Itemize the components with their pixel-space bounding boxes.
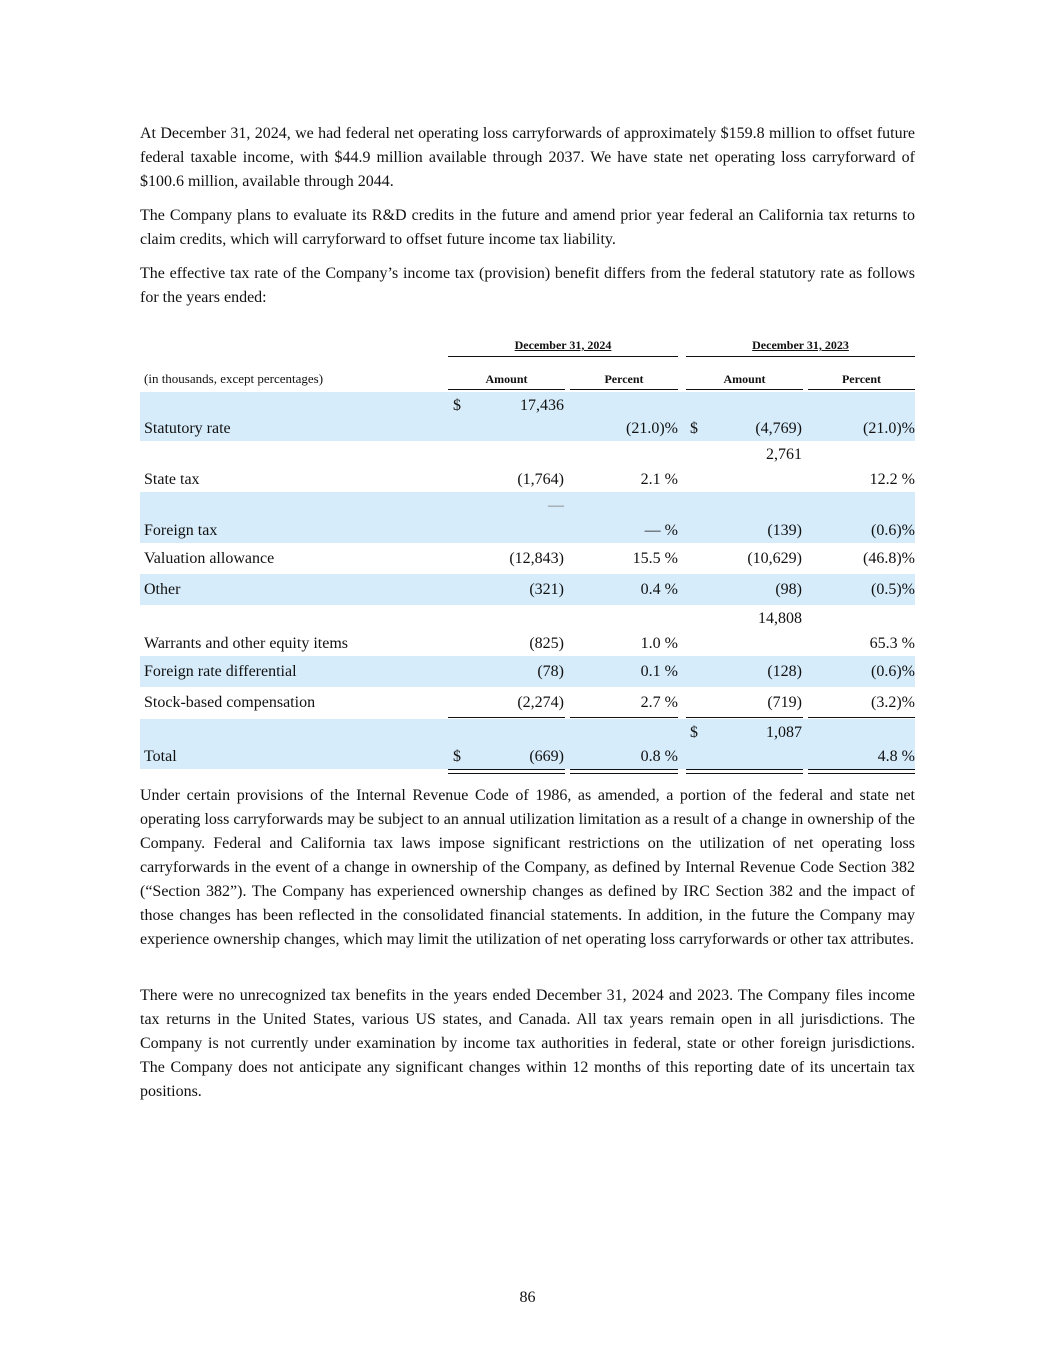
percent-2024: 2.1 % — [640, 471, 678, 488]
table-row-stock-based-compensation — [140, 687, 915, 718]
percent-2023: (46.8)% — [863, 550, 915, 567]
row-label: Statutory rate — [144, 420, 231, 437]
col-amount-2023: Amount — [723, 372, 766, 386]
amount-2024: (321) — [529, 581, 564, 598]
percent-2024: 15.5 % — [632, 550, 678, 567]
amount-2024: (825) — [529, 635, 564, 652]
table-row-valuation-allowance — [140, 543, 915, 574]
divider — [448, 356, 678, 357]
dollar-sign: $ — [690, 420, 698, 437]
percent-2024: 2.7 % — [640, 694, 678, 711]
percent-2023: (0.6)% — [871, 663, 915, 680]
dollar-sign: $ — [453, 748, 461, 765]
amount-2024: — — [548, 497, 564, 514]
divider — [686, 389, 803, 390]
percent-2023: 65.3 % — [869, 635, 915, 652]
percent-2023: 4.8 % — [877, 748, 915, 765]
percent-2024: 0.8 % — [640, 748, 678, 765]
total-double-rule — [448, 769, 565, 774]
paragraph-section-382: Under certain provisions of the Internal Revenue Code of 1986, as amended, a portion of the federal and state net operating loss carryforwards may be subject to an annual utilization limitation as a result of a change in ownership of the Company. Federal and California tax laws impose significant restrictions on the utilization of net operating loss carryforwards in the event of a change in ownership of the Company, as defined by Internal Revenue Code Section 382 (“Section 382”). The Company has experienced ownership changes as defined by IRC Section 382 and the impact of those changes has been reflected in the consolidated financial statements. In addition, in the future the Company may experience ownership changes, which may limit the utilization of net operating loss carryforwards or other tax attributes. — [140, 787, 915, 948]
subtotal-rule — [570, 717, 678, 718]
amount-2024: (78) — [537, 663, 564, 680]
amount-2023: (719) — [767, 694, 802, 711]
row-label: Stock-based compensation — [144, 694, 316, 711]
percent-2023: (21.0)% — [863, 420, 915, 437]
percent-2024: 0.1 % — [640, 663, 678, 680]
amount-2023: (10,629) — [747, 550, 802, 567]
paragraph-rd-credits: The Company plans to evaluate its R&D credits in the future and amend prior year federal an California tax returns to claim credits, which will carryforward to offset future income tax liability. — [140, 207, 915, 248]
subtotal-rule — [448, 717, 565, 718]
row-label: Foreign tax — [144, 522, 218, 539]
percent-2024: 0.4 % — [640, 581, 678, 598]
table-row-total — [140, 719, 915, 769]
percent-2024: — % — [644, 522, 678, 539]
header-2024: December 31, 2024 — [514, 338, 612, 352]
percent-2024: 1.0 % — [640, 635, 678, 652]
amount-2023: (139) — [767, 522, 802, 539]
units-label: (in thousands, except percentages) — [144, 371, 324, 386]
row-label: Valuation allowance — [144, 550, 275, 567]
table-row-foreign-rate-differential — [140, 656, 915, 687]
divider — [808, 389, 915, 390]
paragraph-unrecognized-benefits: There were no unrecognized tax benefits in the years ended December 31, 2024 and 2023. The Company files income tax returns in the United States, various US states, and Canada. All tax years remain open in all jurisdictions. The Company is not currently under examination by income tax authorities in federal, state or other foreign jurisdictions. The Company does not anticipate any significant changes within 12 months of this reporting date of its uncertain tax positions. — [140, 987, 915, 1100]
amount-2023: (98) — [775, 581, 802, 598]
divider — [686, 356, 915, 357]
row-label: Foreign rate differential — [144, 663, 297, 680]
subtotal-rule — [686, 717, 803, 718]
page-number: 86 — [519, 1289, 536, 1306]
total-double-rule — [570, 769, 678, 774]
row-label: Total — [144, 748, 177, 765]
percent-2023: (3.2)% — [871, 694, 915, 711]
amount-2023: 14,808 — [758, 610, 802, 627]
percent-2023: (0.6)% — [871, 522, 915, 539]
paragraph-nol: At December 31, 2024, we had federal net operating loss carryforwards of approximately $159.8 million to offset future federal taxable income, with $44.9 million available through 2037. We have state net operating loss carryforward of $100.6 million, available through 2044. — [140, 125, 915, 190]
total-double-rule — [686, 769, 803, 774]
header-2023: December 31, 2023 — [752, 338, 849, 352]
amount-2024: (2,274) — [517, 694, 564, 711]
amount-2023: (128) — [767, 663, 802, 680]
subtotal-rule — [808, 717, 915, 718]
amount-2024: (12,843) — [509, 550, 564, 567]
col-percent-2024: Percent — [604, 372, 644, 386]
table-row-statutory-rate — [140, 392, 915, 441]
amount-2023: (4,769) — [755, 420, 802, 437]
dollar-sign: $ — [690, 724, 698, 741]
amount-2024: (669) — [529, 748, 564, 765]
divider — [448, 389, 565, 390]
table-row-state-tax — [140, 441, 915, 492]
row-label: Other — [144, 581, 181, 598]
table-row-warrants — [140, 605, 915, 656]
amount-2023: 2,761 — [766, 446, 802, 463]
paragraph-effective-rate: The effective tax rate of the Company’s income tax (provision) benefit differs from the federal statutory rate as follows for the years ended: — [140, 265, 915, 306]
percent-2023: 12.2 % — [869, 471, 915, 488]
col-percent-2023: Percent — [841, 372, 882, 386]
percent-2023: (0.5)% — [871, 581, 915, 598]
total-double-rule — [808, 769, 915, 774]
table-row-other — [140, 574, 915, 605]
amount-2024: (1,764) — [517, 471, 564, 488]
dollar-sign: $ — [453, 397, 461, 414]
row-label: Warrants and other equity items — [144, 635, 348, 652]
col-amount-2024: Amount — [485, 372, 528, 386]
divider — [570, 389, 678, 390]
amount-2024: 17,436 — [520, 397, 564, 414]
row-label: State tax — [144, 471, 200, 488]
amount-2023: 1,087 — [766, 724, 802, 741]
percent-2024: (21.0)% — [626, 420, 678, 437]
table-row-foreign-tax — [140, 492, 915, 543]
